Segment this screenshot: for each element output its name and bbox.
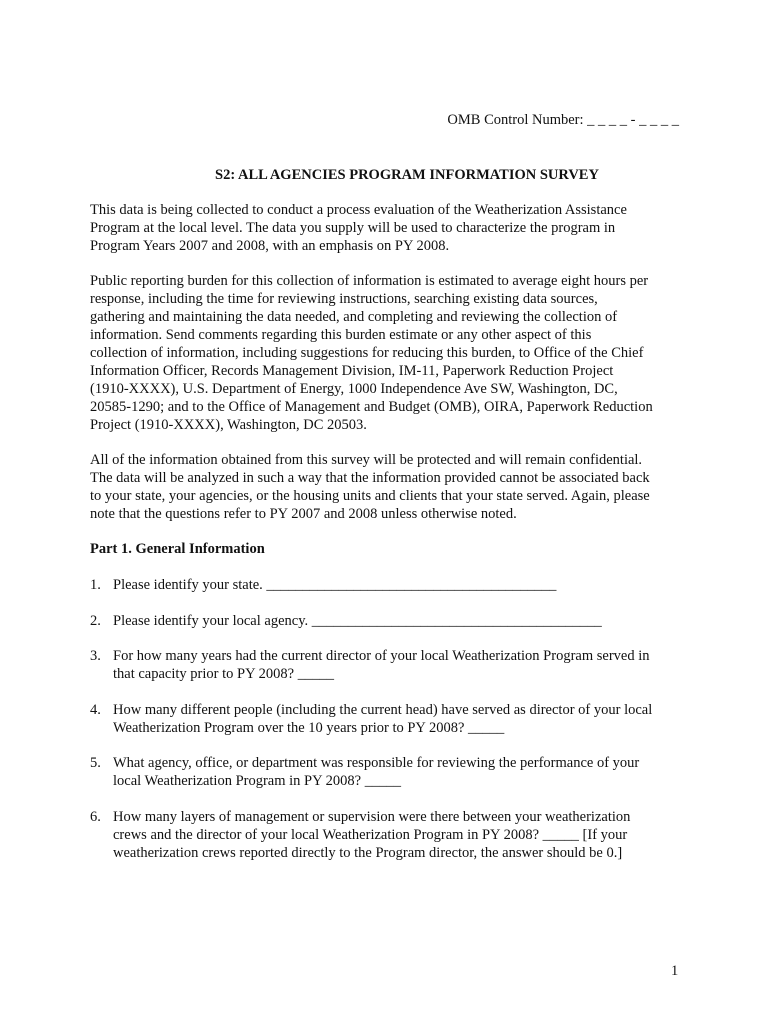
page-number: 1 (671, 963, 679, 979)
text-line: (1910-XXXX), U.S. Department of Energy, 1000 Independence Ave SW, Washington, DC, (90, 381, 618, 397)
text-line: note that the questions refer to PY 2007 and 2008 unless otherwise noted. (90, 506, 517, 522)
text-line: Program at the local level. The data you supply will be used to characterize the program in (90, 220, 616, 236)
text-line: 20585-1290; and to the Office of Management and Budget (OMB), OIRA, Paperwork Reduction (90, 399, 653, 415)
question-text: What agency, office, or department was responsible for reviewing the performance of your (113, 755, 640, 771)
question-number: 5. (90, 755, 101, 771)
question-text: crews and the director of your local Weatherization Program in PY 2008? _____ [If your (113, 827, 628, 843)
text-line: Project (1910-XXXX), Washington, DC 20503. (90, 417, 367, 433)
text-line: This data is being collected to conduct a process evaluation of the Weatherization Assistance (90, 202, 627, 218)
intro-paragraph-burden (90, 272, 682, 434)
omb-control-number: OMB Control Number: _ _ _ _ - _ _ _ _ (447, 112, 679, 128)
question-number: 4. (90, 702, 101, 718)
question-text: How many layers of management or supervision were there between your weatherization (113, 809, 631, 825)
section-heading: Part 1. General Information (90, 541, 265, 557)
intro-paragraph-purpose (90, 201, 682, 255)
question-text: Please identify your state. ________________________________________ (113, 577, 557, 593)
question-number: 2. (90, 613, 101, 629)
intro-paragraph-confidentiality (90, 451, 682, 523)
question-number: 1. (90, 577, 101, 593)
text-line: All of the information obtained from this survey will be protected and will remain confidential. (90, 452, 643, 468)
text-line: Program Years 2007 and 2008, with an emphasis on PY 2008. (90, 238, 450, 254)
question-number: 6. (90, 809, 101, 825)
question-text: Weatherization Program over the 10 years prior to PY 2008? _____ (113, 720, 505, 736)
text-line: gathering and maintaining the data needed, and completing and reviewing the collection of (90, 309, 618, 325)
text-line: Public reporting burden for this collection of information is estimated to average eight hours per (90, 273, 649, 289)
text-line: Information Officer, Records Management Division, IM-11, Paperwork Reduction Project (90, 363, 614, 379)
text-line: response, including the time for reviewing instructions, searching existing data sources, (90, 291, 598, 307)
text-line: information. Send comments regarding this burden estimate or any other aspect of this (90, 327, 592, 343)
question-text: that capacity prior to PY 2008? _____ (113, 666, 334, 682)
survey-title: S2: ALL AGENCIES PROGRAM INFORMATION SURVEY (215, 167, 599, 183)
question-text: For how many years had the current director of your local Weatherization Program served in (113, 648, 650, 664)
question-text: Please identify your local agency. ________________________________________ (113, 613, 602, 629)
question-text: local Weatherization Program in PY 2008? _____ (113, 773, 401, 789)
text-line: The data will be analyzed in such a way that the information provided cannot be associated back (90, 470, 650, 486)
question-number: 3. (90, 648, 101, 664)
text-line: collection of information, including suggestions for reducing this burden, to Office of the Chief (90, 345, 644, 361)
question-text: How many different people (including the current head) have served as director of your local (113, 702, 653, 718)
text-line: to your state, your agencies, or the housing units and clients that your state served. Again, please (90, 488, 650, 504)
question-text: weatherization crews reported directly to the Program director, the answer should be 0.] (113, 845, 623, 861)
